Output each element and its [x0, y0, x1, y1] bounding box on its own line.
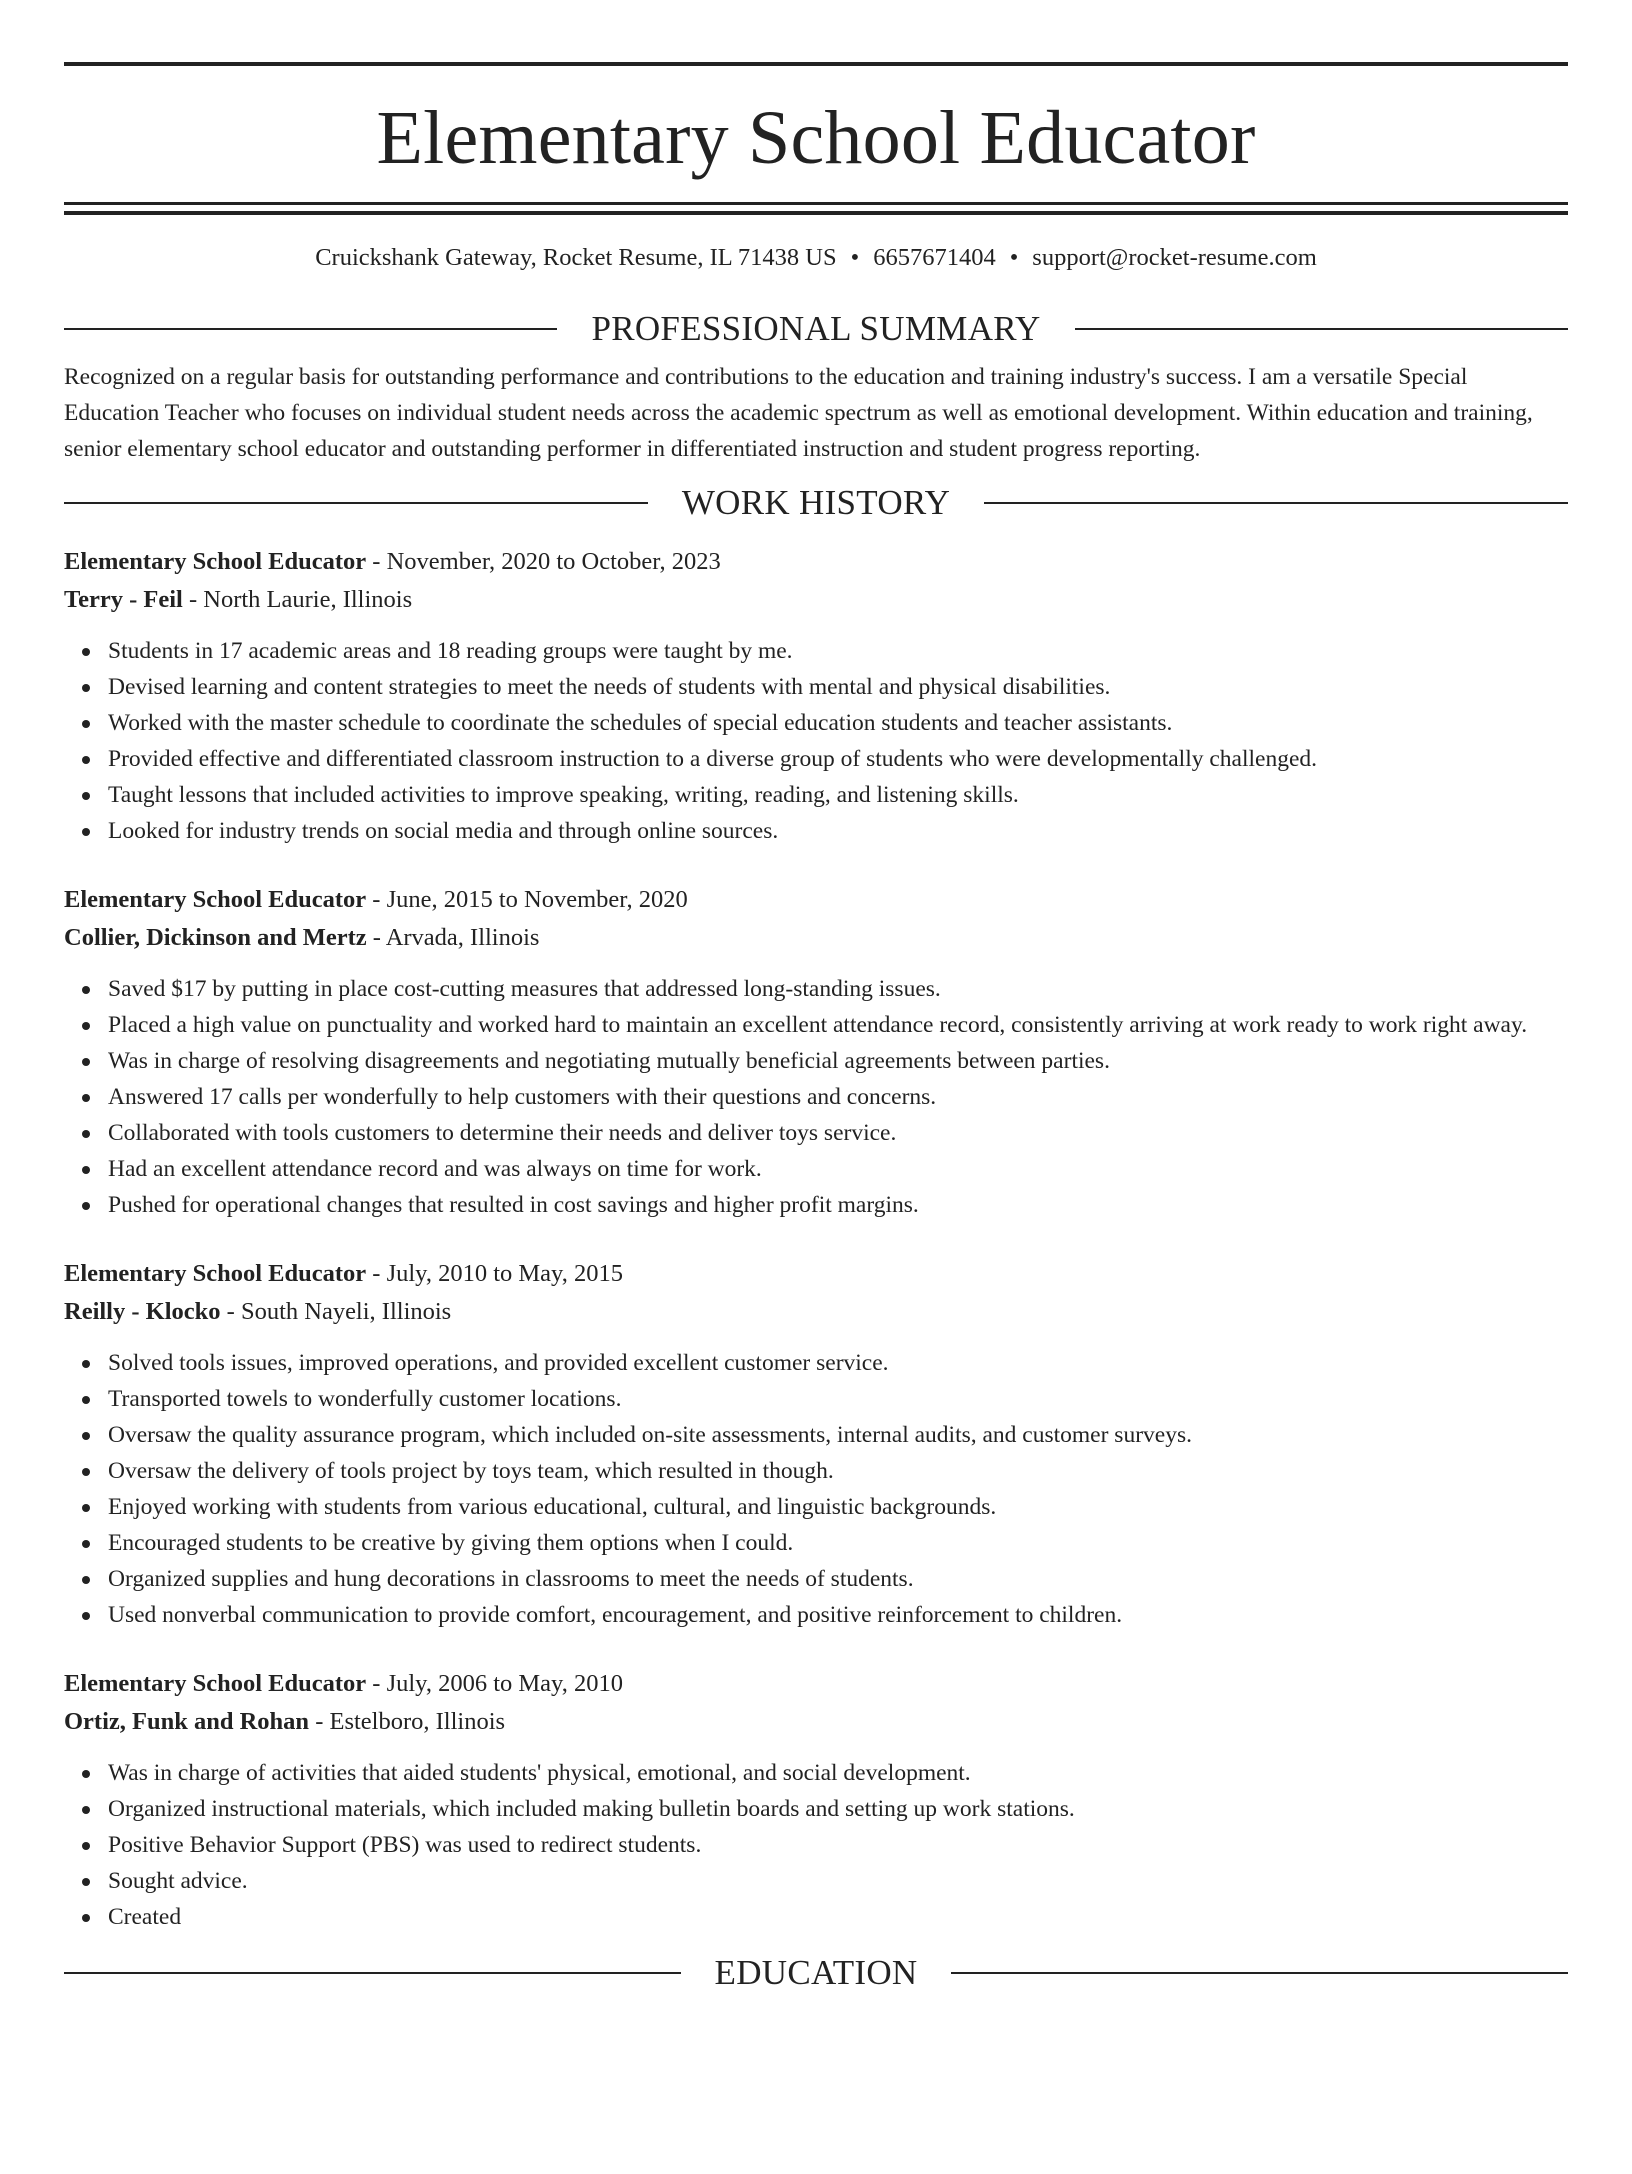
job-entry: [64, 1255, 1568, 1633]
dash: -: [366, 1670, 387, 1697]
job-title-line: [64, 1255, 1568, 1293]
heading-rule-left: [64, 502, 648, 504]
heading-rule-right: [984, 502, 1568, 504]
job-dates: July, 2010 to May, 2015: [386, 1260, 623, 1287]
summary-text: Recognized on a regular basis for outstanding performance and contributions to the education and training industry's success. I am a versatile Special Education Teacher who focuses on individual student needs across the academic spectrum as well as emotional development. Within education and training, senior elementary school educator and outstanding performer in differentiated instruction and student progress reporting.: [64, 364, 1533, 462]
contact-line: [64, 242, 1568, 274]
section-title: PROFESSIONAL SUMMARY: [591, 309, 1041, 348]
resume-name: Elementary School Educator: [376, 96, 1256, 180]
job-company-line: [64, 581, 1568, 619]
list-item: Worked with the master schedule to coordinate the schedules of special education students and teacher assistants.: [108, 705, 1568, 741]
job-company-line: [64, 1703, 1568, 1741]
contact-email: support@rocket-resume.com: [1032, 244, 1317, 271]
list-item: Saved $17 by putting in place cost-cutting measures that addressed long-standing issues.: [108, 971, 1568, 1007]
job-company: Reilly - Klocko: [64, 1298, 221, 1325]
list-item: Enjoyed working with students from various educational, cultural, and linguistic backgrounds.: [108, 1489, 1568, 1525]
job-dates: November, 2020 to October, 2023: [386, 548, 721, 575]
list-item: Positive Behavior Support (PBS) was used to redirect students.: [108, 1827, 1568, 1863]
job-location: Estelboro, Illinois: [329, 1708, 506, 1735]
list-item: Oversaw the delivery of tools project by toys team, which resulted in though.: [108, 1453, 1568, 1489]
job-dates: July, 2006 to May, 2010: [386, 1670, 623, 1697]
job-bullets: [64, 971, 1568, 1223]
job-title: Elementary School Educator: [64, 886, 367, 913]
job-location: South Nayeli, Illinois: [240, 1298, 452, 1325]
heading-rule-left: [64, 328, 557, 330]
list-item: Encouraged students to be creative by giving them options when I could.: [108, 1525, 1568, 1561]
list-item: Was in charge of activities that aided students' physical, emotional, and social development.: [108, 1755, 1568, 1791]
job-company: Terry - Feil: [64, 586, 183, 613]
job-location: Arvada, Illinois: [385, 924, 540, 951]
job-bullets: [64, 1755, 1568, 1935]
job-company: Ortiz, Funk and Rohan: [64, 1708, 310, 1735]
section-title: WORK HISTORY: [681, 483, 951, 522]
contact-separator: •: [1009, 244, 1019, 271]
list-item: Collaborated with tools customers to determine their needs and deliver toys service.: [108, 1115, 1568, 1151]
job-title: Elementary School Educator: [64, 548, 367, 575]
job-entry: [64, 881, 1568, 1223]
job-title-line: [64, 543, 1568, 581]
contact-separator: •: [850, 244, 860, 271]
list-item: Taught lessons that included activities to improve speaking, writing, reading, and listening skills.: [108, 777, 1568, 813]
dash: -: [366, 548, 387, 575]
list-item: Pushed for operational changes that resulted in cost savings and higher profit margins.: [108, 1187, 1568, 1223]
job-title: Elementary School Educator: [64, 1260, 367, 1287]
job-entry: [64, 543, 1568, 849]
list-item: Looked for industry trends on social media and through online sources.: [108, 813, 1568, 849]
list-item: Transported towels to wonderfully customer locations.: [108, 1381, 1568, 1417]
list-item: Placed a high value on punctuality and worked hard to maintain an excellent attendance record, consistently arriving at work ready to work right away.: [108, 1007, 1568, 1043]
list-item: Sought advice.: [108, 1863, 1568, 1899]
list-item: Organized supplies and hung decorations in classrooms to meet the needs of students.: [108, 1561, 1568, 1597]
section-title: EDUCATION: [714, 1953, 918, 1992]
heading-rule-right: [1075, 328, 1568, 330]
job-dates: June, 2015 to November, 2020: [386, 886, 688, 913]
dash: -: [220, 1298, 241, 1325]
list-item: Answered 17 calls per wonderfully to help customers with their questions and concerns.: [108, 1079, 1568, 1115]
dash: -: [309, 1708, 330, 1735]
heading-rule-left: [64, 1972, 681, 1974]
list-item: Organized instructional materials, which included making bulletin boards and setting up work stations.: [108, 1791, 1568, 1827]
job-company-line: [64, 1293, 1568, 1331]
job-title-line: [64, 1665, 1568, 1703]
job-bullets: [64, 1345, 1568, 1633]
job-bullets: [64, 633, 1568, 849]
job-location: North Laurie, Illinois: [203, 586, 413, 613]
list-item: Was in charge of resolving disagreements and negotiating mutually beneficial agreements between parties.: [108, 1043, 1568, 1079]
job-title-line: [64, 881, 1568, 919]
list-item: Students in 17 academic areas and 18 reading groups were taught by me.: [108, 633, 1568, 669]
dash: -: [182, 586, 204, 613]
summary-heading: [64, 309, 1568, 349]
dash: -: [366, 1260, 387, 1287]
job-title: Elementary School Educator: [64, 1670, 367, 1697]
job-company: Collier, Dickinson and Mertz: [64, 924, 367, 951]
resume-page: [0, 62, 1632, 2174]
dash: -: [366, 924, 386, 951]
list-item: Had an excellent attendance record and was always on time for work.: [108, 1151, 1568, 1187]
contact-phone: 6657671404: [873, 244, 996, 271]
list-item: Devised learning and content strategies to meet the needs of students with mental and physical disabilities.: [108, 669, 1568, 705]
list-item: Oversaw the quality assurance program, which included on-site assessments, internal audits, and customer surveys.: [108, 1417, 1568, 1453]
job-entry: [64, 1665, 1568, 1935]
list-item: Used nonverbal communication to provide comfort, encouragement, and positive reinforcement to children.: [108, 1597, 1568, 1633]
education-heading: [64, 1953, 1568, 1993]
dash: -: [366, 886, 387, 913]
job-company-line: [64, 919, 1568, 957]
list-item: Solved tools issues, improved operations, and provided excellent customer service.: [108, 1345, 1568, 1381]
list-item: Provided effective and differentiated classroom instruction to a diverse group of students who were developmentally challenged.: [108, 741, 1568, 777]
contact-address: Cruickshank Gateway, Rocket Resume, IL 71438 US: [315, 244, 837, 271]
heading-rule-right: [951, 1972, 1568, 1974]
work-history-heading: [64, 483, 1568, 523]
list-item: Created: [108, 1899, 1568, 1935]
header-double-rule: [64, 202, 1568, 215]
